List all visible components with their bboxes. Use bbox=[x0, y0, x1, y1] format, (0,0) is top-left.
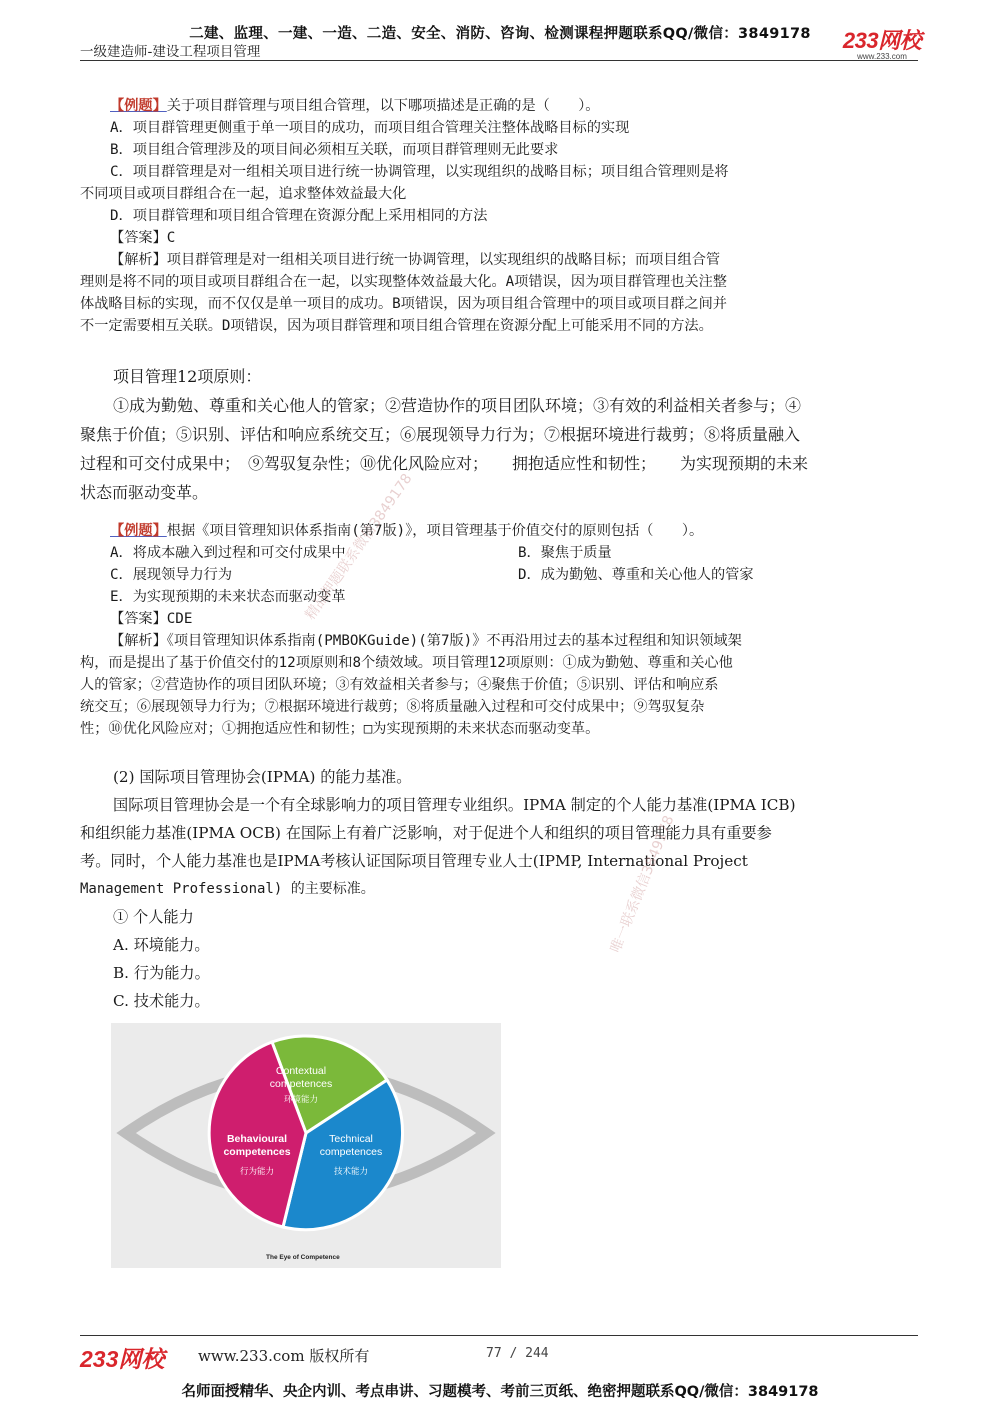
q1-analysis-line: 项目群管理是对一组相关项目进行统一协调管理，以实现组织的战略目标；而项目组合管 bbox=[166, 252, 721, 268]
q2-option-d: D．成为勤勉、尊重和关心他人的管家 bbox=[518, 567, 754, 583]
q2-analysis-line: 人的管家；②营造协作的项目团队环境；③有效益相关者参与；④聚焦于价值；⑤识别、评估和响应系 bbox=[80, 677, 719, 693]
q1-option-c: C．项目群管理是对一组相关项目进行统一协调管理，以实现组织的战略目标；项目组合管理则是将 bbox=[110, 164, 729, 180]
ipma-item: B. 行为能力。 bbox=[113, 964, 210, 982]
ipma-item: A. 环境能力。 bbox=[113, 936, 210, 954]
q1-analysis-line: 体战略目标的实现，而不仅仅是单一项目的成功。B项错误，因为项目组合管理中的项目或项目群之间并 bbox=[80, 296, 727, 312]
behavioural-label-1: Behavioural bbox=[226, 1133, 288, 1145]
watermark: 精品押题联系微信3849178 bbox=[302, 470, 416, 623]
technical-label-1: Technical bbox=[329, 1133, 373, 1145]
q2-option-c: C．展现领导力行为 bbox=[110, 567, 233, 583]
contextual-label-1: Contextual bbox=[275, 1065, 327, 1077]
q1-analysis-line: 理则是将不同的项目或项目群组合在一起，以实现整体效益最大化。A项错误，因为项目群管理也关注整 bbox=[80, 274, 727, 290]
principles-line: ①成为勤勉、尊重和关心他人的管家；②营造协作的项目团队环境；③有效的利益相关者参与；④ bbox=[113, 396, 802, 415]
q1-option-b: B．项目组合管理涉及的项目间必须相互关联，而项目群管理则无此要求 bbox=[110, 142, 559, 158]
q1-option-a: A．项目群管理更侧重于单一项目的成功，而项目组合管理关注整体战略目标的实现 bbox=[110, 120, 630, 136]
header-logo-url: www.233.com bbox=[857, 52, 907, 61]
eye-of-competence-figure bbox=[111, 1023, 501, 1268]
eye-diagram bbox=[111, 1023, 501, 1268]
contextual-label-zh: 环境能力 bbox=[283, 1094, 319, 1104]
q2-analysis-tag: 【解析】 bbox=[110, 633, 167, 649]
principles-line: 聚焦于价值；⑤识别、评估和响应系统交互；⑥展现领导力行为；⑦根据环境进行裁剪；⑧将质量融入 bbox=[80, 425, 801, 444]
q1-answer: C bbox=[166, 230, 176, 246]
q2-option-b: B．聚焦于质量 bbox=[518, 545, 612, 561]
q2-stem: 根据《项目管理知识体系指南(第7版)》，项目管理基于价值交付的原则包括（ ）。 bbox=[166, 523, 704, 539]
ipma-sub-heading: ① 个人能力 bbox=[113, 908, 194, 926]
q2-answer: CDE bbox=[166, 611, 193, 627]
question-2 bbox=[80, 520, 754, 740]
principles-section bbox=[80, 362, 808, 507]
q1-analysis-line: 不一定需要相互关联。D项错误，因为项目群管理和项目组合管理在资源分配上可能采用不同的方法。 bbox=[80, 318, 713, 334]
figure-title: The Eye of Competence bbox=[266, 1254, 340, 1261]
q1-stem: 关于项目群管理与项目组合管理，以下哪项描述是正确的是（ ）。 bbox=[166, 98, 600, 114]
ipma-line: 国际项目管理协会是一个有全球影响力的项目管理专业组织。IPMA 制定的个人能力基准(IPMA ICB) bbox=[113, 796, 796, 814]
footer-copyright: www.233.com 版权所有 bbox=[198, 1347, 370, 1365]
header-subtitle: 一级建造师-建设工程项目管理 bbox=[80, 44, 261, 60]
q2-analysis-line: 《项目管理知识体系指南(PMBOKGuide)(第7版)》不再沿用过去的基本过程组和知识领域架 bbox=[166, 633, 742, 649]
header-divider bbox=[80, 60, 918, 61]
footer-logo: 233网校 bbox=[80, 1346, 165, 1372]
q2-answer-tag: 【答案】 bbox=[110, 611, 167, 627]
ipma-line: Management Professional) 的主要标准。 bbox=[80, 881, 375, 897]
header-banner: 二建、监理、一建、一造、二造、安全、消防、咨询、检测课程押题联系QQ/微信：3849178 bbox=[189, 26, 811, 42]
q1-answer-tag: 【答案】 bbox=[110, 230, 167, 246]
technical-label-2: competences bbox=[319, 1146, 383, 1158]
principles-line: 过程和可交付成果中； ⑨驾驭复杂性；⑩优化风险应对； 拥抱适应性和韧性； 为实现预期的未来 bbox=[80, 454, 809, 473]
behavioural-label-zh: 行为能力 bbox=[239, 1166, 275, 1176]
ipma-heading: (2) 国际项目管理协会(IPMA) 的能力基准。 bbox=[113, 768, 412, 786]
principles-line: 状态而驱动变革。 bbox=[80, 483, 209, 502]
watermark: 唯一联系微信3849178 bbox=[607, 813, 678, 956]
q2-analysis-line: 构，而是提出了基于价值交付的12项原则和8个绩效域。项目管理12项原则：①成为勤勉、尊重和关心他 bbox=[80, 655, 733, 671]
q2-analysis-line: 统交互；⑥展现领导力行为；⑦根据环境进行裁剪；⑧将质量融入过程和可交付成果中；⑨驾驭复杂 bbox=[80, 699, 705, 715]
contextual-label-2: competences bbox=[269, 1078, 333, 1090]
q1-tag: 【例题】 bbox=[110, 98, 167, 114]
page-number: 77 / 244 bbox=[486, 1346, 549, 1361]
q2-tag: 【例题】 bbox=[110, 523, 167, 539]
technical-label-zh: 技术能力 bbox=[333, 1166, 369, 1176]
header-logo-text: 233网校 bbox=[842, 28, 922, 53]
q1-analysis-tag: 【解析】 bbox=[110, 252, 167, 268]
q2-option-a: A．将成本融入到过程和可交付成果中 bbox=[110, 545, 346, 561]
principles-title: 项目管理12项原则： bbox=[113, 367, 262, 386]
q2-option-e: E．为实现预期的未来状态而驱动变革 bbox=[110, 589, 346, 605]
q1-option-c-cont: 不同项目或项目群组合在一起，追求整体效益最大化 bbox=[80, 186, 407, 202]
ipma-line: 考。同时，个人能力基准也是IPMA考核认证国际项目管理专业人士(IPMP, International Project bbox=[80, 852, 748, 870]
header-logo bbox=[836, 30, 928, 61]
q2-analysis-line: 性；⑩优化风险应对；①拥抱适应性和韧性；□为实现预期的未来状态而驱动变革。 bbox=[80, 721, 600, 737]
ipma-section bbox=[80, 763, 796, 1015]
footer-divider bbox=[80, 1335, 918, 1336]
ipma-line: 和组织能力基准(IPMA OCB) 在国际上有着广泛影响，对于促进个人和组织的项目管理能力具有重要参 bbox=[80, 824, 772, 842]
behavioural-label-2: competences bbox=[223, 1146, 291, 1158]
question-1 bbox=[80, 95, 729, 337]
q1-option-d: D．项目群管理和项目组合管理在资源分配上采用相同的方法 bbox=[110, 208, 488, 224]
ipma-item: C. 技术能力。 bbox=[113, 992, 210, 1010]
footer-banner: 名师面授精华、央企内训、考点串讲、习题模考、考前三页纸、绝密押题联系QQ/微信：3849178 bbox=[181, 1384, 819, 1400]
